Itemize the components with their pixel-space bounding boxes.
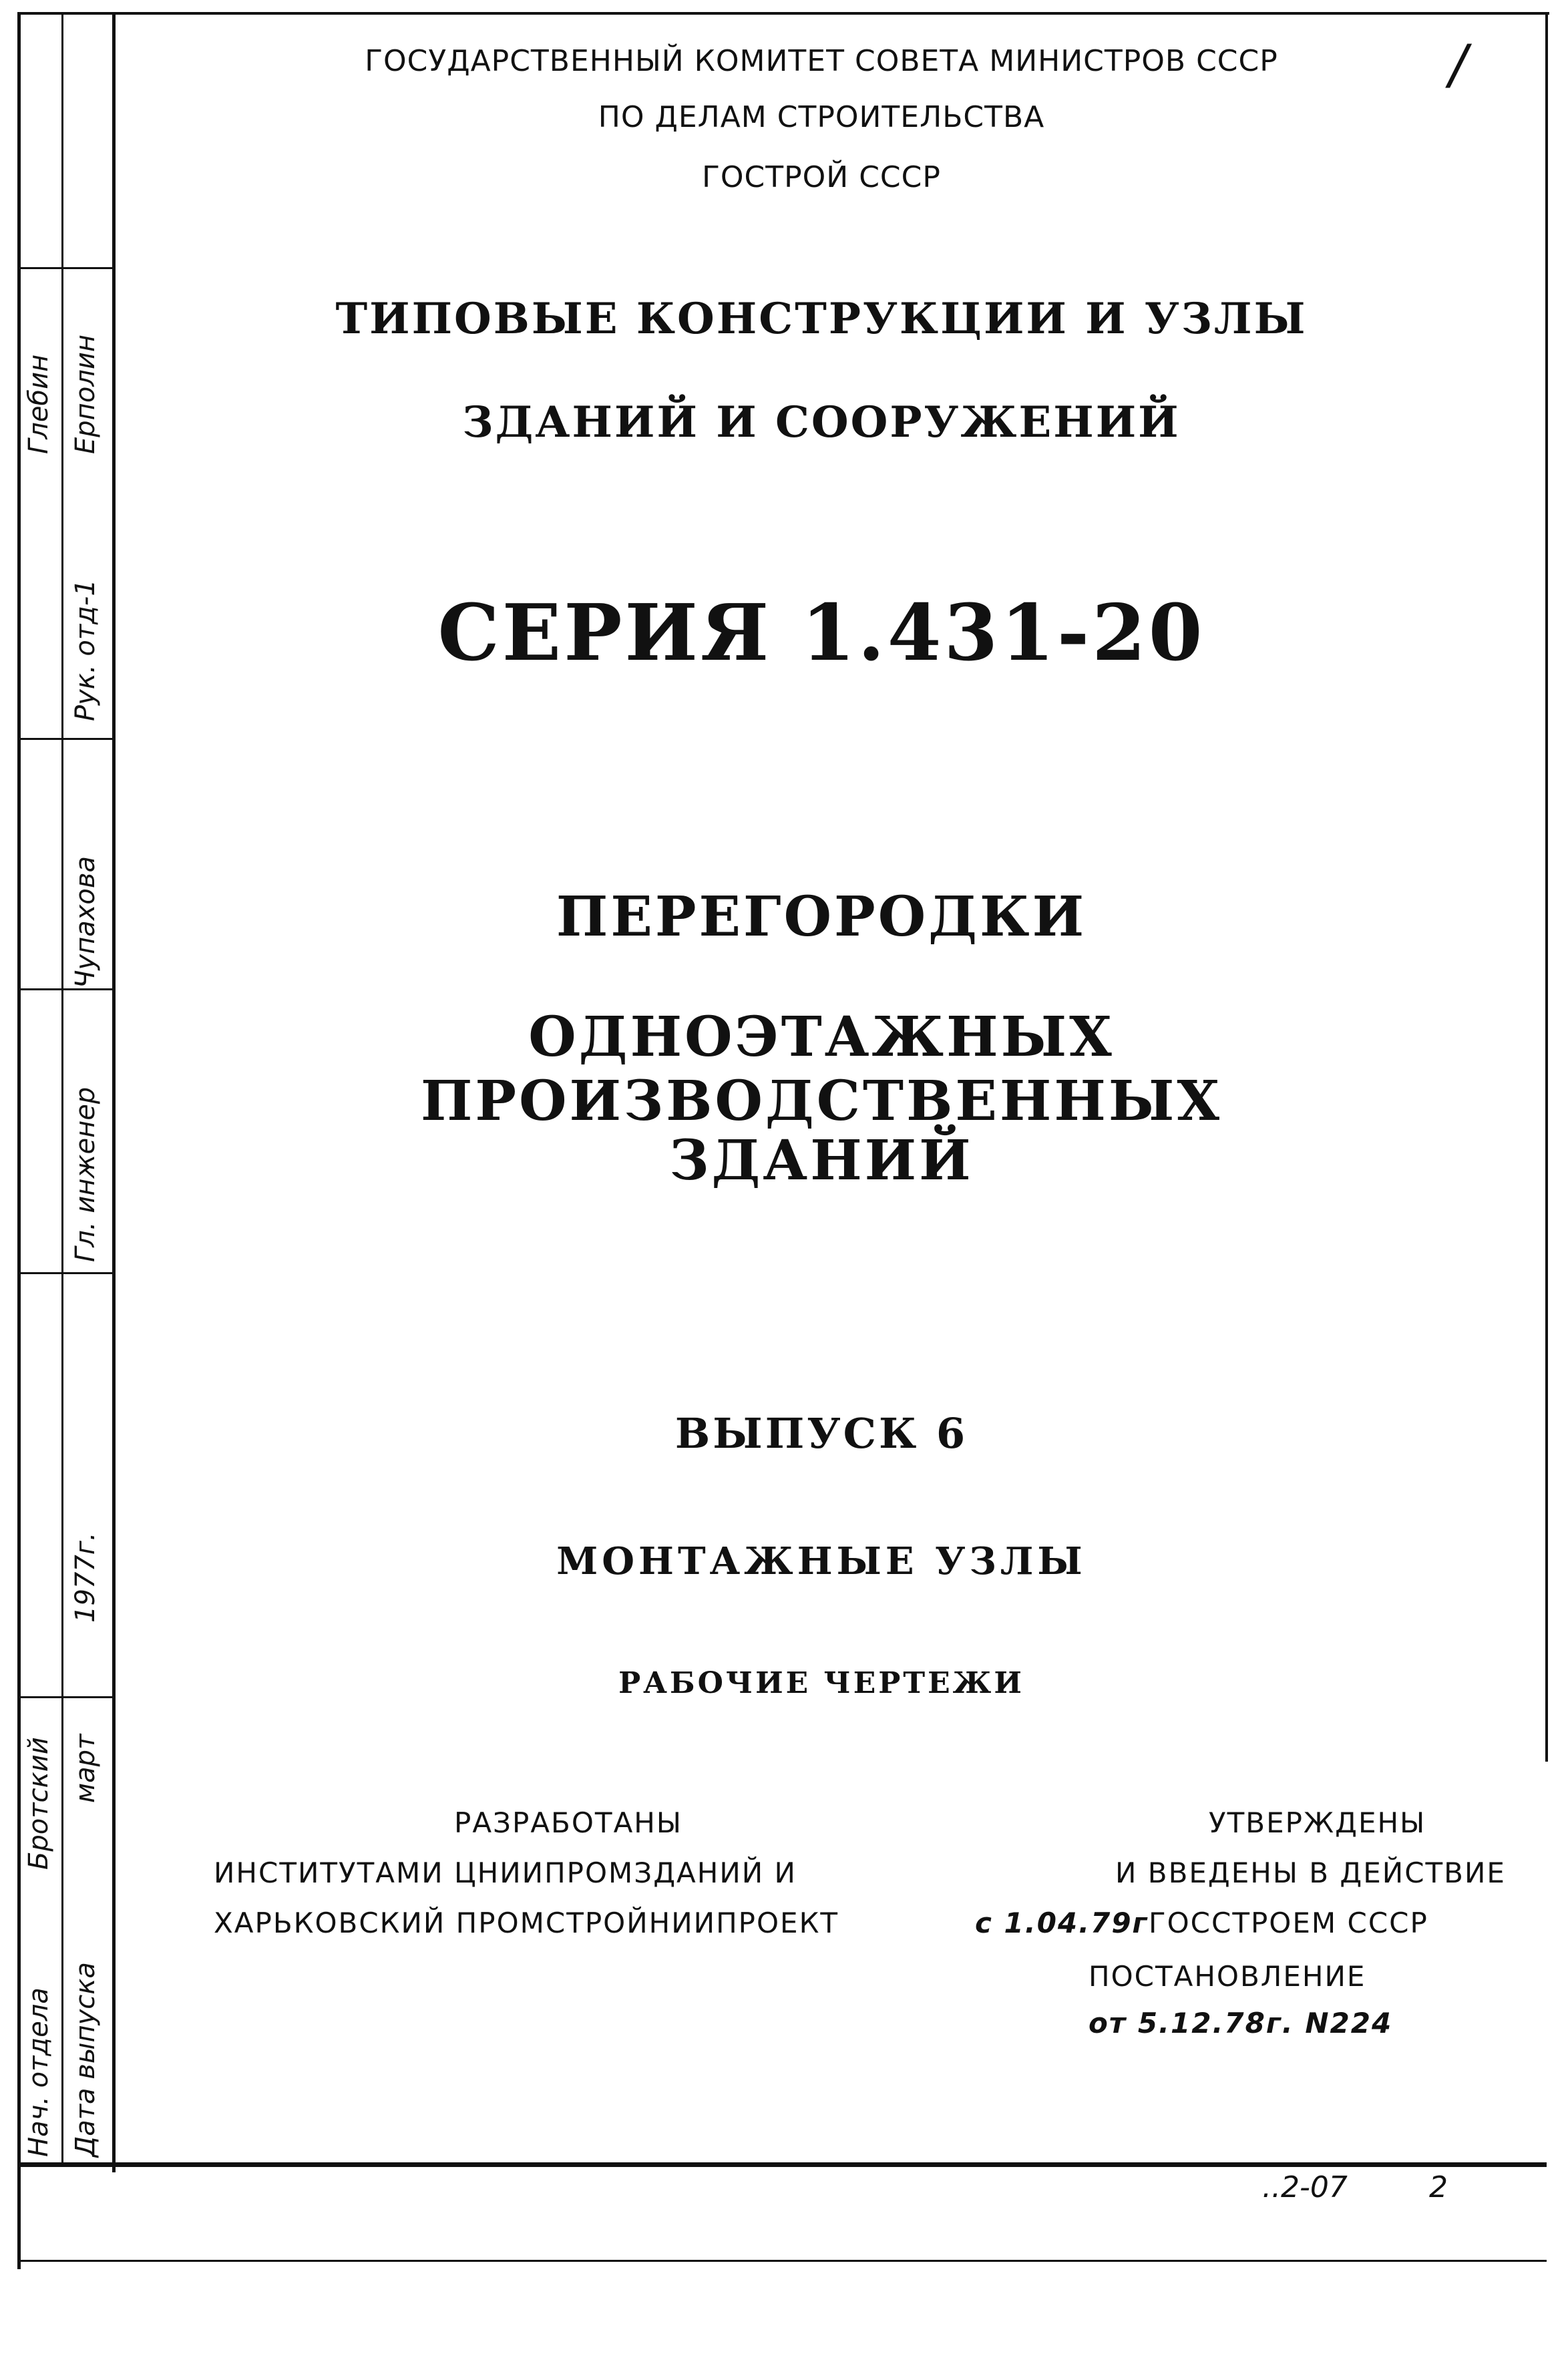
stamp-name: Чупахова xyxy=(70,856,101,988)
header-committee: ГОСУДАРСТВЕННЫЙ КОМИТЕТ СОВЕТА МИНИСТРОВ СССР xyxy=(365,44,1278,78)
stamp-dept-lead: Рук. отд-1 xyxy=(70,579,101,721)
approved-decree: от 5.12.78г. N224 xyxy=(1089,2007,1393,2039)
stamp-column-divider xyxy=(61,12,63,2166)
subtitle: МОНТАЖНЫЕ УЗЛЫ xyxy=(556,1539,1087,1583)
stamp-release-date: Дата выпуска xyxy=(70,1962,101,2157)
stamp-divider xyxy=(17,988,114,990)
frame-right-line xyxy=(1545,12,1548,1762)
frame-bottom-line xyxy=(17,2162,1547,2167)
stamp-divider xyxy=(17,738,114,740)
stamp-divider xyxy=(17,267,114,269)
header-construction-affairs: ПО ДЕЛАМ СТРОИТЕЛЬСТВА xyxy=(598,100,1045,134)
stamp-chief-architect: Гл. инженер xyxy=(70,1087,101,1262)
frame-inner-line xyxy=(112,12,116,2172)
approved-line3: ПОСТАНОВЛЕНИЕ xyxy=(1089,1960,1366,1993)
developed-line2: ХАРЬКОВСКИЙ ПРОМСТРОЙНИИПРОЕКТ xyxy=(214,1907,839,1939)
stamp-name: Глебин xyxy=(23,354,54,454)
frame-top-line xyxy=(20,12,1549,15)
stamp-divider xyxy=(17,1272,114,1274)
stamp-dept-head: Нач. отдела xyxy=(23,1987,54,2157)
stamp-name: Бротский xyxy=(23,1737,54,1870)
frame-left-line xyxy=(17,12,21,2269)
main-title-line2: ОДНОЭТАЖНЫХ ПРОИЗВОДСТВЕННЫХ xyxy=(421,1005,1222,1133)
header-gosstroy: ГОСТРОЙ СССР xyxy=(702,160,941,194)
main-title-line1: ПЕРЕГОРОДКИ xyxy=(556,885,1087,949)
approved-date: с 1.04.79г xyxy=(975,1907,1149,1939)
series-number: СЕРИЯ 1.431-20 xyxy=(437,588,1205,678)
developed-line1: ИНСТИТУТАМИ ЦНИИПРОМЗДАНИЙ И xyxy=(214,1856,797,1889)
issue-number: ВЫПУСК 6 xyxy=(674,1409,968,1458)
page-number: 2 xyxy=(1429,2170,1448,2204)
stamp-year: 1977г. xyxy=(70,1532,101,1623)
document-type: РАБОЧИЕ ЧЕРТЕЖИ xyxy=(618,1666,1024,1700)
approved-line2: ГОССТРОЕМ СССР xyxy=(1149,1907,1428,1939)
approved-line1: И ВВЕДЕНЫ В ДЕЙСТВИЕ xyxy=(1115,1856,1506,1889)
developed-label: РАЗРАБОТАНЫ xyxy=(454,1806,682,1839)
main-title-line3: ЗДАНИЙ xyxy=(669,1129,974,1193)
document-code: ..2-07 xyxy=(1262,2170,1348,2204)
frame-bottom-outer-line xyxy=(17,2260,1547,2262)
stamp-name: Ерполин xyxy=(70,334,101,454)
stamp-name: март xyxy=(70,1734,101,1803)
collection-title-line1: ТИПОВЫЕ КОНСТРУКЦИИ И УЗЛЫ xyxy=(335,294,1308,344)
collection-title-line2: ЗДАНИЙ И СООРУЖЕНИЙ xyxy=(462,397,1181,447)
approved-label: УТВЕРЖДЕНЫ xyxy=(1209,1806,1426,1839)
stamp-divider xyxy=(17,1696,114,1698)
corner-handwritten-mark: / xyxy=(1449,33,1467,95)
